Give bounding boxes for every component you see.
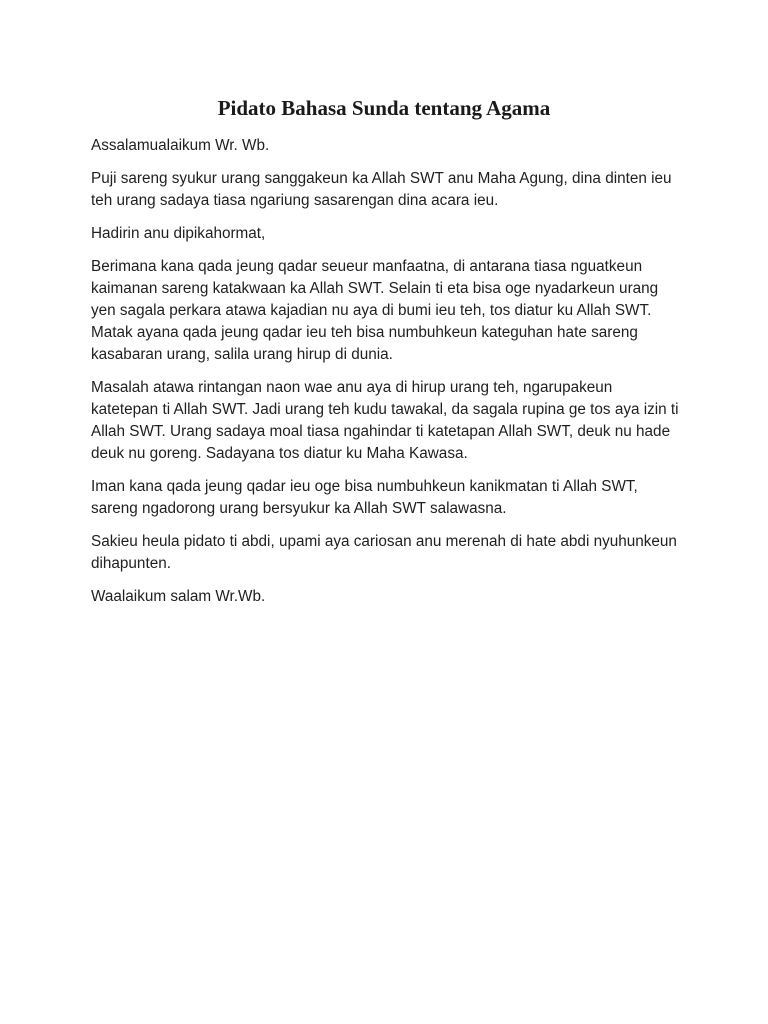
paragraph-closing: Sakieu heula pidato ti abdi, upami aya cariosan anu merenah di hate abdi nyuhunkeun dihapunten. <box>91 533 677 572</box>
document-title: Pidato Bahasa Sunda tentang Agama <box>217 96 551 120</box>
paragraph-praise: Puji sareng syukur urang sanggakeun ka Allah SWT anu Maha Agung, dina dinten ieu teh urang sadaya tiasa ngariung sasarengan dina acara ieu. <box>91 170 672 209</box>
paragraph-faith: Iman kana qada jeung qadar ieu oge bisa numbuhkeun kanikmatan ti Allah SWT, sareng ngadorong urang bersyukur ka Allah SWT salawasna. <box>91 478 638 517</box>
paragraph-benefits: Berimana kana qada jeung qadar seueur manfaatna, di antarana tiasa nguatkeun kaimanan sareng katakwaan ka Allah SWT. Selain ti eta bisa oge nyadarkeun urang yen sagala perkara atawa kajadian nu aya di bumi ieu teh, tos diatur ku Allah SWT. Matak ayana qada jeung qadar ieu teh bisa numbuhkeun kateguhan hate sareng kasabaran urang, salila urang hirup di dunia. <box>91 258 659 363</box>
paragraph-greeting: Assalamualaikum Wr. Wb. <box>91 137 270 154</box>
paragraph-address: Hadirin anu dipikahormat, <box>91 225 266 242</box>
paragraph-farewell: Waalaikum salam Wr.Wb. <box>91 588 266 605</box>
document-body <box>91 135 681 619</box>
paragraph-obstacles: Masalah atawa rintangan naon wae anu aya di hirup urang teh, ngarupakeun katetepan ti Allah SWT. Jadi urang teh kudu tawakal, da sagala rupina ge tos aya izin ti Allah SWT. Urang sadaya moal tiasa ngahindar ti katetapan Allah SWT, deuk nu hade deuk nu goreng. Sadayana tos diatur ku Maha Kawasa. <box>91 379 679 462</box>
